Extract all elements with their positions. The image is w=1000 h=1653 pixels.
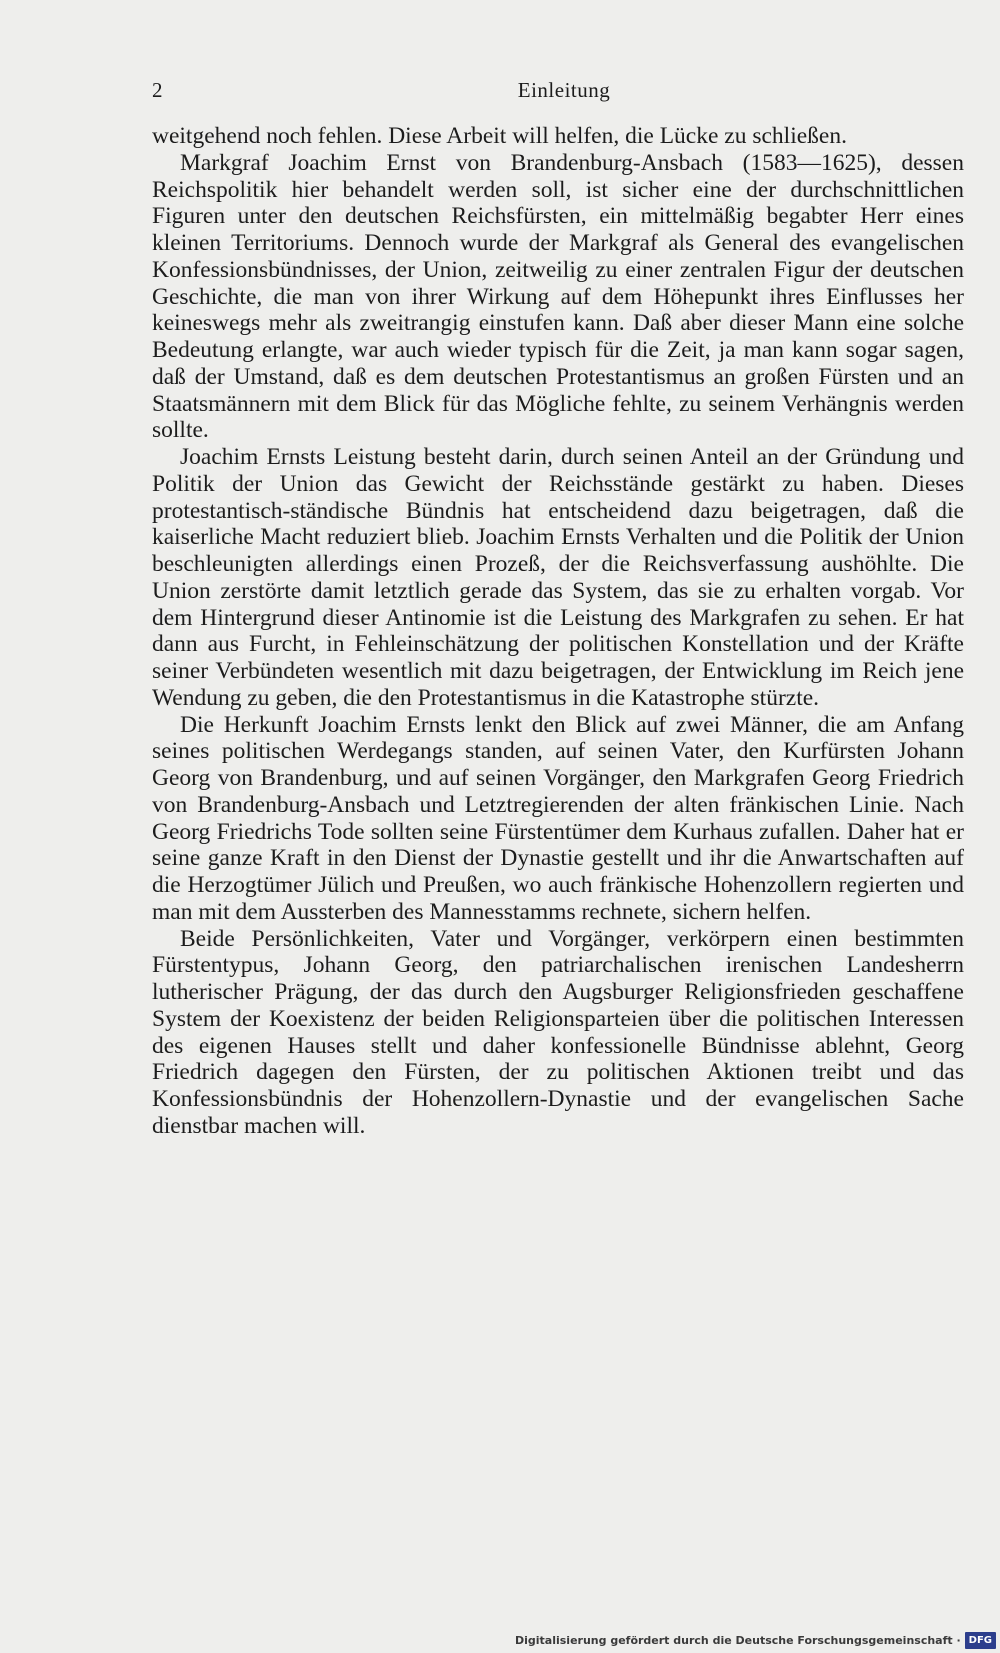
- paragraph: Beide Persönlichkeiten, Vater und Vorgänger, verkörpern einen bestimmten Fürstentypus, Johann Georg, den patriarchalischen irenischen Landesherrn lutherischer Prägung, der das durch den Augsburger Religionsfrieden geschaffene System der Koexistenz der beiden Religionsparteien über die politischen Interessen des eigenen Hauses stellt und daher konfessionelle Bündnisse ablehnt, Georg Friedrich dagegen den Fürsten, der zu politischen Aktionen treibt und das Konfessionsbündnis der Hohenzollern-Dynastie und der evangelischen Sache dienstbar machen will.: [152, 925, 964, 1139]
- paragraph: Die Herkunft Joachim Ernsts lenkt den Blick auf zwei Männer, die am Anfang seines politischen Werdegangs standen, auf seinen Vater, den Kurfürsten Johann Georg von Brandenburg, und auf seinen Vorgänger, den Markgrafen Georg Friedrich von Brandenburg-Ansbach und Letztregierenden der alten fränkischen Linie. Nach Georg Friedrichs Tode sollten seine Fürstentümer dem Kurhaus zufallen. Daher hat er seine ganze Kraft in den Dienst der Dynastie gestellt und ihr die Anwartschaften auf die Herzogtümer Jülich und Preußen, wo auch fränkische Hohenzollern regierten und man mit dem Aussterben des Mannesstamms rechnete, sichern helfen.: [152, 711, 964, 925]
- body-text: [152, 123, 964, 1140]
- paragraph: Joachim Ernsts Leistung besteht darin, durch seinen Anteil an der Gründung und Politik der Union das Gewicht der Reichsstände gestärkt zu haben. Dieses protestantisch-ständische Bündnis hat entscheidend dazu beigetragen, daß die kaiserliche Macht reduziert blieb. Joachim Ernsts Verhalten und die Politik der Union beschleunigten allerdings einen Prozeß, der die Reichsverfassung aushöhlte. Die Union zerstörte damit letztlich gerade das System, das sie zu erhalten vorgab. Vor dem Hintergrund dieser Antinomie ist die Leistung des Markgrafen zu sehen. Er hat dann aus Furcht, in Fehleinschätzung der politischen Konstellation und der Kräfte seiner Verbündeten wesentlich mit dazu beigetragen, der Entwicklung im Reich jene Wendung zu geben, die den Protestantismus in die Katastrophe stürzte.: [152, 444, 964, 711]
- dfg-logo-icon: DFG: [965, 1632, 996, 1649]
- page-number: 2: [152, 78, 163, 102]
- paragraph-continued: weitgehend noch fehlen. Diese Arbeit will helfen, die Lücke zu schließen.: [152, 123, 847, 149]
- paragraph: Markgraf Joachim Ernst von Brandenburg-Ansbach (1583—1625), dessen Reichspolitik hier behandelt werden soll, ist sicher eine der durchschnittlichen Figuren unter den deutschen Reichsfürsten, ein mittelmäßig begabter Herr eines kleinen Territoriums. Dennoch wurde der Markgraf als General des evangelischen Konfessionsbündnisses, der Union, zeitweilig zu einer zentralen Figur der deutschen Geschichte, die man von ihrer Wirkung auf dem Höhepunkt ihres Einflusses her keineswegs mehr als zweitrangig einstufen kann. Daß aber dieser Mann eine solche Bedeutung erlangte, war auch wieder typisch für die Zeit, ja man kann sogar sagen, daß der Umstand, daß es dem deutschen Protestantismus an großen Fürsten und an Staatsmännern mit dem Blick für das Mögliche fehlte, zu seinem Verhängnis werden sollte.: [152, 149, 964, 444]
- running-title: Einleitung: [517, 78, 611, 102]
- digitization-footer: [515, 1629, 996, 1651]
- digitization-credit: Digitalisierung gefördert durch die Deutsche Forschungsgemeinschaft ·: [514, 1633, 961, 1647]
- running-head: [152, 78, 976, 108]
